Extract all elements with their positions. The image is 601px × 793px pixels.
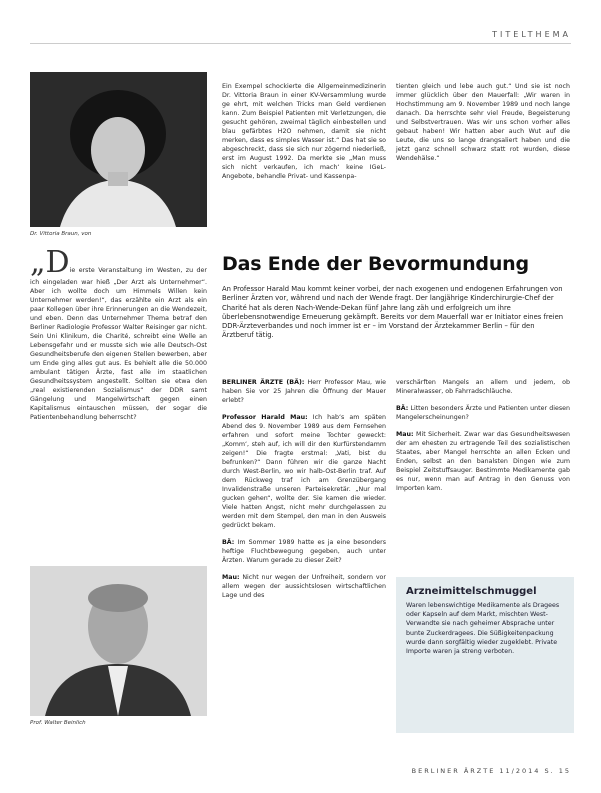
answer-label: Mau: (222, 574, 240, 581)
answer-label: Mau: (396, 431, 414, 438)
photo-caption-bottom: Prof. Walter Beinlich (30, 720, 86, 726)
answer-label: Professor Harald Mau: (222, 414, 308, 421)
answer-text: Mit Sicherheit. Zwar war das Gesundheitswesen der am ehesten zu ertragende Teil des sozialistischen Staates, aber Mangel herrschte an allen Ecken und Enden, selbst an den banalsten Dingen wie zum Beispiel Zeitstuffsauger. Bestimmte Medikamente gab es nur, wenn man auf Antrag in den Genuss von Importen kam. (396, 431, 570, 492)
answer-text: Ich hab‘s am späten Abend des 9. November 1989 aus dem Fernsehen erfahren und sofort meine Tochter geweckt: „Komm‘, steh auf, ich will dir den Kurfürstendamm zeigen!“ Die fragte erstmal: „Vati, bist du befrunken?“ Dann führen wir die ganze Nacht durch West-Berlin, wo wir halb-Ost-Berlin traf. Auf dem Rückweg traf ich am Grenzübergang Invalidenstraße unseren Parteisekretär. „Nur mal gucken gehen“, wollte der. Sie kamen die wieder. Viele hatten Angst, nicht mehr durchgelassen zu werden mit dem Stempel, den man in den Ausweis gedrückt bekam. (222, 414, 386, 529)
interview-column-2 (396, 378, 570, 501)
portrait-woman-illustration (30, 72, 207, 227)
article-headline: Das Ende der Bevormundung (222, 253, 529, 275)
portrait-photo-bottom (30, 566, 207, 716)
text-column-top-1: Ein Exempel schockierte die Allgemeinmedizinerin Dr. Vittoria Braun in einer KV-Versammlung wurde ge ehrt, mit welchen Tricks man Geld verdienen kann. Zum Beispiel Patienten mit Verletzungen, die gesucht gehören, zweimal täglich einbestellen und blau gefärbtes H2O nehmen, damit sie nicht merken, dass es simples Wasser ist.“ Das hat sie so abgeschreckt, dass sie sich nur zögernd niederließ, erst im August 1992. Da merkte sie „Man muss sich nicht verkaufen, ich mach‘ keine IGeL-Angebote, behandle Privat- und Kassenpa- (222, 83, 386, 180)
text-column-top-2: tienten gleich und lebe auch gut.“ Und sie ist noch immer glücklich über den Mauerfall: „Wir waren in Hochstimmung am 9. November 1989 und noch lange danach. Da herrschte sehr viel Freude, Begeisterung und Selbstvertrauen. Was wir uns schon vorher alles gebaut haben! Wir hatten aber auch Wut auf die Leute, die uns so lange drangsaliert haben und die jetzt ganz schnell schwarz statt rot wurden, diese Wendehälse.“ (396, 83, 570, 162)
question-label: BÄ: (396, 405, 409, 412)
question-text: Im Sommer 1989 hatte es ja eine besonders heftige Fluchtbewegung gegeben, auch unter Ärzten. Warum gerade zu dieser Zeit? (222, 539, 386, 564)
question-text: Herr Professor Mau, wie haben Sie vor 25 Jahren die Öffnung der Mauer erlebt? (222, 379, 386, 404)
sidebar-title: Arzneimittelschmuggel (406, 586, 537, 597)
answer-continuation: verschärften Mangels an allem und jedem, ob Mineralwasser, ob Fahrradschläuche. (396, 379, 570, 395)
sidebar-box (396, 577, 574, 733)
interview-column-1 (222, 378, 386, 608)
sidebar-body: Waren lebenswichtige Medikamente als Dragees oder Kapseln auf dem Markt, mischten West-Verwandte sie nach geheimer Absprache unter bunte Zuckerdragees. Die Süßigkeitenpackung wurde dann sorgfältig wieder zugeklebt. Private Importe waren ja streng verboten. (406, 602, 560, 656)
article-lead: An Professor Harald Mau kommt keiner vorbei, der nach exogenen und endogenen Erfahrungen von Berliner Ärzten vor, während und nach der Wende fragt. Der langjährige Kinderchirurgie-Chef der Charité hat als deren Nach-Wende-Dekan fünf Jahre lang zäh und erfolgreich um ihre überlebensnotwendige Erneuerung gekämpft. Bereits vor dem Mauerfall war er Initiator eines freien DDR-Ärzteverbandes und noch immer ist er – im Vorstand der Ärztekammer Berlin – für den Ärztberuf tätig. (222, 285, 564, 340)
quote-column-text: ie erste Veranstaltung im Westen, zu der ich eingeladen war hieß „Der Arzt als Unternehmer“. Aber ich wollte doch um Himmels Willen kein Unternehmer werden!“, das erzählte ein Arzt als ein paar Kollegen über ihre Erinnerungen an die Wendezeit, und eben. Denn das Unternehmer Thema betraf den Berliner Radiologie Professor Walter Reisinger gar nicht. Sein Uni Klinikum, die Charité, schreibt eine Welle an Lebensgefahr und er musste sich wie alle Deutsch-Ost Gesundheitsberufe den eigenen Stellen bewerben, aber um Ende ging alles gut aus. Es behielt alle die 50.000 ambulant tätigen Ärzte, fast alle im staatlichen Gesundheitssystem angestellt. Sollten sie etwa den „real existierenden Sozialismus“ der DDR samt Gängelung und Mangelwirtschaft gegen einen Kapitalismus eintauschen müssen, der sogar die Patientenbehandlung beherrscht? (30, 267, 207, 421)
photo-caption-top: Dr. Vittoria Braun, von (30, 231, 92, 237)
open-quote-initial: „D (30, 245, 70, 280)
header-divider (30, 43, 571, 44)
portrait-photo-top (30, 72, 207, 227)
section-label: TITELTHEMA (492, 30, 571, 39)
question-label: BÄ: (222, 539, 235, 546)
portrait-man-illustration (30, 566, 207, 716)
page-footer: BERLINER ÄRZTE 11/2014 S. 15 (411, 767, 571, 775)
quote-column (30, 245, 207, 430)
answer-text: Nicht nur wegen der Unfreiheit, sondern vor allem wegen der aussichtslosen wirtschaftlichen Lage und des (222, 574, 386, 599)
question-text: Litten besonders Ärzte und Patienten unter diesen Mangelerscheinungen? (396, 405, 570, 421)
question-label: BERLINER ÄRZTE (BÄ): (222, 379, 305, 386)
